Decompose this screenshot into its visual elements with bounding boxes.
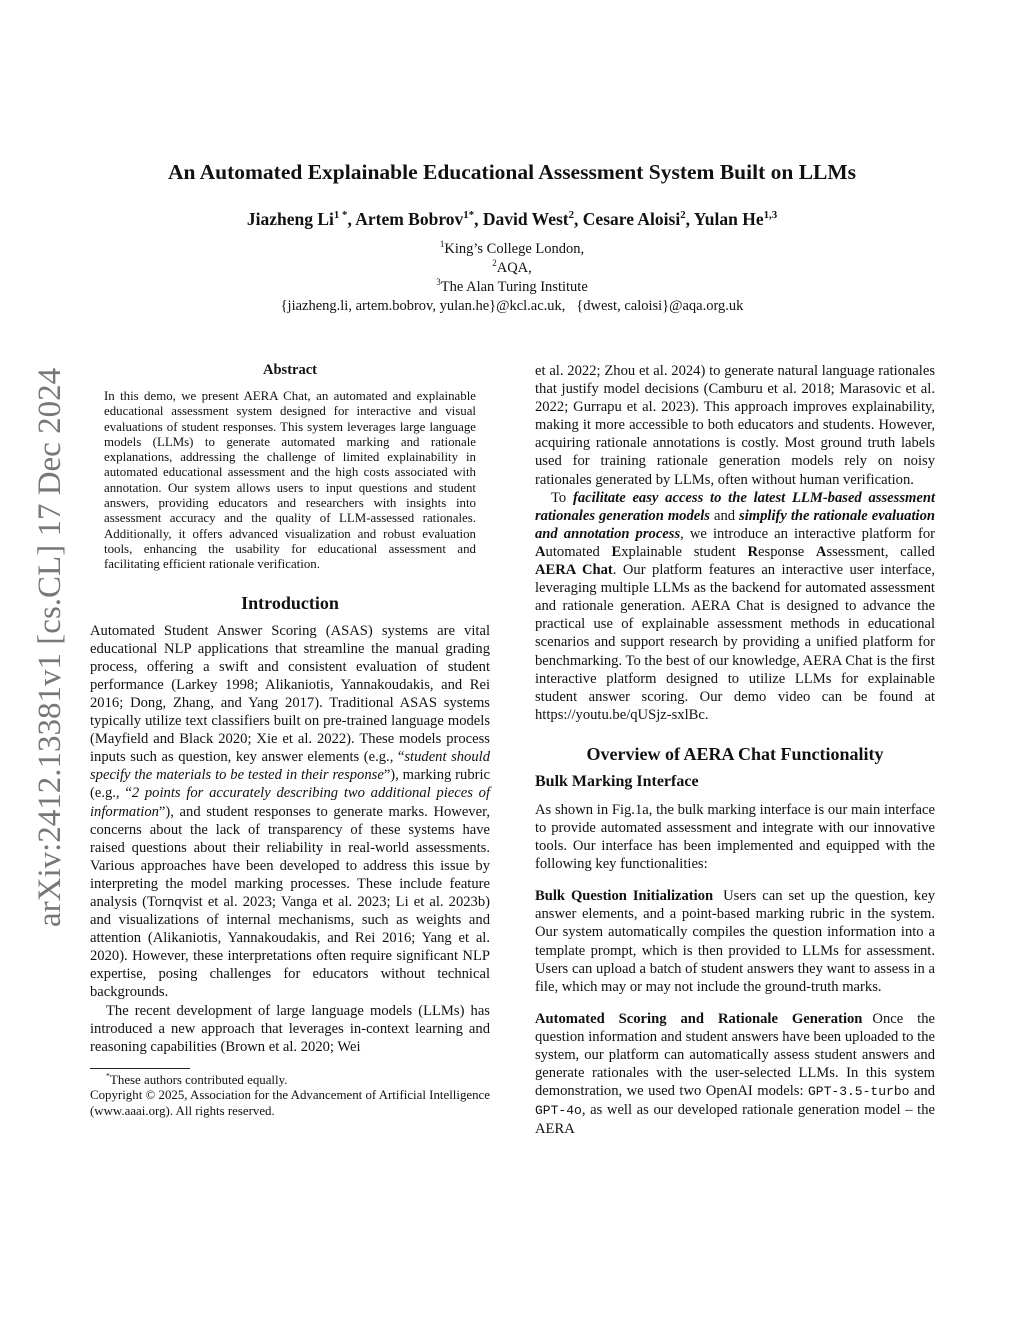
author-emails: {jiazheng.li, artem.bobrov, yulan.he}@kcl.ac.uk, {dwest, caloisi}@aqa.org.uk	[280, 298, 744, 314]
acronym-letter: A	[815, 543, 827, 560]
text-run: ”), marking rubric (e.g., “	[90, 767, 491, 802]
acronym-letter: E	[611, 543, 622, 560]
author-name: David West	[482, 209, 569, 229]
paragraph-heading: Automated Scoring and Rationale Generation	[535, 1010, 863, 1027]
affiliations	[0, 240, 1024, 316]
author-name: Cesare Aloisi	[582, 209, 681, 229]
text-run: ”), and student responses to generate marks. However, concerns about the lack of transparency of these systems have raised questions about their reliability in real-world assessments. Various approaches have been developed to address this issue by interpreting the model marking processes. These include feature analysis (Tornqvist et al. 2023; Vanga et al. 2023; Li et al. 2023b) and visualizations of internal mechanisms, such as weights and attention (Alikaniotis, Yannakoudakis, and Rei 2016; Yang et al. 2020). However, these interpretations often require significant NLP expertise, posing challenges for educators without technical backgrounds.	[90, 803, 490, 1001]
acronym-letter: R	[747, 543, 759, 560]
text-run: Once the question information and student answers have been uploaded to the system, our platform can automatically assess student answers and generate rationales with the user-selected LLMs. In this system demonstration, we used two OpenAI models:	[535, 1010, 935, 1100]
body-paragraph	[535, 489, 935, 724]
italic-example: 2 points for accurately describing two additional pieces of information	[90, 785, 490, 820]
model-name: GPT-3.5-turbo	[808, 1084, 910, 1100]
affil-name: The Alan Turing Institute	[440, 279, 588, 295]
text-run: xplainable student	[621, 543, 748, 560]
acronym-letter: A	[535, 543, 546, 560]
text-run: esponse	[758, 543, 816, 560]
affil-mark: 3	[436, 277, 441, 288]
affiliation-line	[0, 240, 1024, 259]
subsection-heading-bulk-marking: Bulk Marking Interface	[535, 772, 699, 790]
affil-name: AQA,	[496, 260, 532, 276]
author-name: Artem Bobrov	[355, 209, 464, 229]
text-run: To	[551, 489, 573, 506]
footnote-mark: *	[106, 1071, 110, 1081]
abstract	[104, 389, 476, 573]
affil-mark: 1	[439, 239, 445, 250]
author-affil-mark: 1*	[463, 209, 475, 222]
paper-title: An Automated Explainable Educational Assessment System Built on LLMs	[167, 160, 857, 184]
footnote-equal-contribution	[90, 1073, 490, 1089]
body-paragraph	[535, 1010, 935, 1139]
author-affil-mark: 2	[680, 209, 686, 222]
author-affil-mark: 1,3	[763, 209, 778, 222]
affil-name: King’s College London,	[444, 241, 585, 257]
text-run: Users can set up the question, key answer elements, and a point-based marking rubric in the system. Our system automatically compiles the question information into a template prompt, which is then provided to LLMs for assessment. Users can upload a batch of student answers they want to assess in a file, which may or may not include the ground-truth marks.	[535, 888, 936, 995]
affil-mark: 2	[492, 258, 497, 269]
abstract-heading: Abstract	[263, 362, 317, 378]
arxiv-identifier: arXiv:2412.13381v1 [cs.CL] 17 Dec 2024	[32, 367, 68, 928]
copyright-notice: Copyright © 2025, Association for the Advancement of Artificial Intelligence (www.aaai.org). All rights reserved.	[90, 1088, 490, 1118]
footnote-divider	[90, 1068, 190, 1069]
left-column	[90, 362, 490, 1119]
bold-italic-phrase: simplify the rationale evaluation and annotation process	[535, 507, 935, 542]
system-name: AERA Chat	[535, 562, 613, 579]
author-list: Jiazheng $Li^{1 *}$, Artem Bobrov$^{1*}$, David West$^2$, Cesare Aloisi$^2$, Yulan He$^{1,3}$	[246, 209, 778, 229]
body-paragraph: et al. 2022; Zhou et al. 2024) to generate natural language rationales that justify model decisions (Camburu et al. 2018; Marasovic et al. 2022; Gurrapu et al. 2023). This approach improves explainability, making it more accessible to both educators and students. However, acquiring rationale annotations is costly. Most ground truth labels used for training rationale generation models rely on noisy rationales generated by LLMs, often without human verification.	[535, 363, 935, 488]
right-column	[535, 362, 935, 1138]
intro-paragraph: The recent development of large language models (LLMs) has introduced a new approach that leverages in-context learning and reasoning capabilities (Brown et al. 2020; Wei	[90, 1002, 490, 1055]
author-name: Yulan He	[693, 209, 764, 229]
abstract-text: In this demo, we present AERA Chat, an automated and explainable educational assessment system designed for interactive and visual evaluations of student responses. This system leverages large language models (LLMs) to generate automated marking and rationale explanations, addressing the challenge of limited explainability in automated educational assessment and the high costs associated with annotation. Our system allows users to input questions and student answers, providing educators and researchers with insights into assessment accuracy and the quality of LLM-assessed rationales. Additionally, it offers advanced visualization and robust evaluation tools, enhancing the usability for educational assessment and facilitating efficient rationale verification.	[104, 389, 476, 572]
body-paragraph	[535, 887, 935, 996]
italic-example: student should specify the materials to be tested in their response	[90, 749, 490, 784]
author-affil-mark: 2	[568, 209, 575, 222]
footnote-text: These authors contributed equally.	[110, 1072, 288, 1087]
paragraph-heading: Bulk Question Initialization	[535, 888, 714, 905]
text-run: , we introduce an interactive platform for	[680, 525, 936, 542]
bold-italic-phrase: facilitate easy access to the latest LLM-based assessment rationales generation models	[535, 489, 936, 524]
text-run: and	[709, 507, 740, 524]
text-run: Automated Student Answer Scoring (ASAS) systems are vital educational NLP applications that streamline the manual grading process, offering a swift and consistent evaluation of student performance (Larkey 1998; Alikaniotis, Yannakoudakis, and Rei 2016; Dong, Zhang, and Yang 2017). Traditional ASAS systems typically utilize text classifiers built on pre-trained language models (Mayfield and Black 2020; Xie et al. 2022). These models process inputs such as question, key answer elements (e.g., “	[90, 622, 490, 766]
affiliation-line	[0, 259, 1024, 278]
body-paragraph: As shown in Fig.1a, the bulk marking interface is our main interface to provide automated assessment and integrate with our innovative tools. Our interface has been implemented and equipped with the following key functionalities:	[535, 801, 935, 873]
author-name: Jiazheng Li	[246, 209, 334, 229]
model-name: GPT-4o	[535, 1103, 582, 1119]
intro-paragraph	[90, 622, 490, 1002]
text-run: , as well as our developed rationale generation model – the AERA	[535, 1102, 935, 1138]
section-heading-introduction: Introduction	[241, 592, 339, 613]
affiliation-line	[0, 278, 1024, 297]
section-heading-overview: Overview of AERA Chat Functionality	[586, 743, 884, 764]
text-run: utomated	[545, 543, 612, 560]
text-run: ssessment, called	[826, 543, 935, 560]
text-run: . Our platform features an interactive user interface, leveraging multiple LLMs as the backend for automated assessment and rationale generation. AERA Chat is designed to advance the practical use of explainable assessment methods in educational scenarios and support research by providing a unified platform for benchmarking. To the best of our knowledge, AERA Chat is the first interactive platform designed to utilize LLMs for explainable student answer scoring. Our demo video can be found at https://youtu.be/qUSjz-sxlBc.	[535, 562, 935, 723]
author-affil-mark: 1 *	[333, 209, 348, 222]
text-run: and	[909, 1083, 935, 1100]
